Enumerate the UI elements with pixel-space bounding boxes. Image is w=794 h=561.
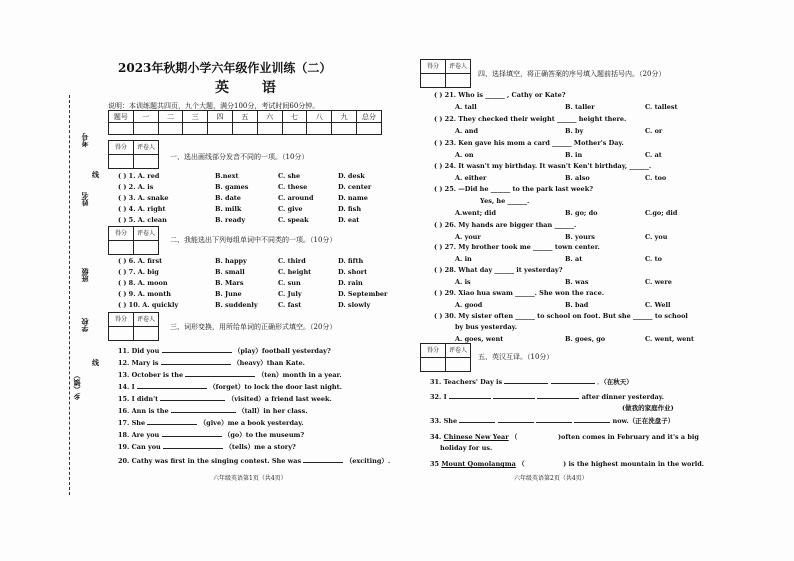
s3-q17-suffix: （give）me a book yesterday. [199, 419, 304, 427]
s4-q21-option-b: B. taller [565, 103, 595, 111]
s3-q19 [118, 442, 296, 451]
binding-xingming-label: 姓名 [80, 192, 89, 206]
s5-q34 [430, 432, 699, 441]
s3-q16-prefix: 16. Ann is the [118, 407, 169, 415]
score-header-cell: 题号 [109, 111, 134, 123]
s4-q21-question[interactable]: ( ) 21. Who is ______ , Cathy or Kate? [434, 91, 566, 99]
s2-q6-option-c: C. third [278, 257, 306, 265]
s1-q4-option-c: C. give [278, 205, 303, 213]
exam-instructions: 说明：本训练题共四页，九个大题，满分100分，考试时间60分钟。 [108, 102, 320, 110]
section2-heading: 二、我能选出下列每组单词中不同类的一项。（10分） [170, 236, 337, 244]
s4-q22-option-c: C. or [645, 127, 663, 135]
score-header-cell: 总分 [356, 111, 381, 123]
s3-q16-blank[interactable] [171, 406, 236, 413]
s5-q35 [430, 459, 704, 468]
s1-q5-option-b: B. ready [215, 216, 246, 224]
s5-q35-prefix: 35 [430, 460, 440, 468]
s5-q34-prefix: 34. [430, 433, 442, 441]
s5-q33-blank-2[interactable] [498, 416, 534, 423]
s5-q35-blank[interactable] [527, 459, 561, 466]
s4-q29-option-c: C. Well [645, 301, 671, 309]
s1-q3-option-b: B. date [215, 194, 241, 202]
s3-q20-suffix: （exciting）. [345, 457, 391, 465]
s4-q30-option-a: A. goes, went [455, 335, 504, 343]
s5-q35-suffix: ) is the highest mountain in the world. [563, 460, 705, 468]
s1-q2-option-b: B. games [215, 183, 249, 191]
score-header-cell: 五 [232, 111, 257, 123]
grader-box-2 [108, 226, 159, 255]
s2-q6-option-b: B. happy [215, 257, 247, 265]
s3-q16 [118, 406, 308, 415]
grader-score-cell[interactable] [421, 358, 446, 372]
s5-q32-blank-1[interactable] [449, 392, 491, 399]
s5-q31-blank-1[interactable] [504, 377, 548, 384]
s5-q31 [430, 377, 633, 386]
s4-q28-option-a: A. is [455, 278, 471, 286]
grader-score-cell[interactable] [109, 327, 134, 341]
s2-q8-question[interactable]: ( ) 8. A. moon [118, 279, 168, 287]
s3-q11 [118, 346, 331, 355]
grader-score-label: 得分 [421, 344, 446, 358]
s5-q31-blank-2[interactable] [551, 377, 595, 384]
grader-name-cell[interactable] [134, 241, 159, 255]
s5-q31-prefix: 31. Teachers' Day is [430, 378, 503, 386]
grader-name-label: 评卷人 [134, 141, 159, 155]
section4-heading: 四、选择填空，将正确答案的序号填入题前括号内。（20分） [478, 70, 666, 78]
score-cell[interactable] [133, 123, 158, 135]
s2-q6-question[interactable]: ( ) 6. A. first [118, 257, 163, 265]
grader-box-4 [420, 59, 471, 88]
s3-q20-blank[interactable] [303, 456, 343, 463]
binding-line-mark-1: 线 [92, 170, 99, 179]
exam-title: 2023年秋期小学六年级作业训练（二） [118, 61, 332, 75]
s3-q19-suffix: （tells）me a story? [225, 443, 296, 451]
s4-q25-option-c: C.go; did [645, 209, 678, 217]
s3-q20-prefix: 20. Cathy was first in the singing contest. She was [118, 457, 302, 465]
section1-heading: 一、选出画线部分发音不同的一项。（10分） [170, 153, 309, 161]
s4-q25-option-a: A.went; did [455, 209, 496, 217]
s2-q9-option-b: B. June [215, 290, 242, 298]
grader-name-label: 评卷人 [134, 313, 159, 327]
grader-box-1 [108, 140, 159, 169]
s3-q13-blank[interactable] [185, 370, 255, 377]
s4-q24-option-a: A. either [455, 174, 487, 182]
score-cell[interactable] [158, 123, 183, 135]
grader-name-cell[interactable] [134, 327, 159, 341]
s2-q9-question[interactable]: ( ) 9. A. month [118, 290, 171, 298]
s1-q2-question[interactable]: ( ) 2. A. is [118, 183, 154, 191]
s5-q32-blank-3[interactable] [537, 392, 579, 399]
s3-q15-prefix: 15. I didn't [118, 395, 159, 403]
s4-q27-option-b: B. at [565, 255, 583, 263]
s4-q26-option-c: C. you [645, 233, 668, 241]
score-header-cell: 三 [183, 111, 208, 123]
exam-subject: 英 语 [215, 80, 290, 96]
s5-q31-suffix: ．（在秋天） [596, 378, 633, 386]
s4-q30-question[interactable]: ( ) 30. My sister often ______ to school on foot. But she ______ to school [434, 312, 688, 320]
s5-q33-blank-1[interactable] [459, 416, 495, 423]
s5-q34-suffix: )often comes in February and it's a big [557, 433, 699, 441]
binding-dashed-line [69, 95, 70, 495]
s3-q17-blank[interactable] [147, 418, 197, 425]
grader-score-cell[interactable] [109, 241, 134, 255]
s4-q23-option-a: A. on [455, 151, 474, 159]
s2-q8-option-c: C. sun [278, 279, 301, 287]
score-cell[interactable] [232, 123, 257, 135]
s5-q33-suffix: now.（正在洗盘子） [612, 417, 675, 425]
score-cell[interactable] [282, 123, 307, 135]
s2-q10-option-d: D. slowly [338, 301, 371, 309]
s4-q28-question[interactable]: ( ) 28. What day ______ it yesterday? [434, 266, 563, 274]
grader-score-label: 得分 [421, 60, 446, 74]
s5-q32-hint: (做我的家庭作业) [622, 404, 674, 412]
s2-q7-option-c: C. height [278, 268, 312, 276]
s3-q19-blank[interactable] [163, 442, 223, 449]
binding-banji-label: 班级 [80, 268, 89, 282]
s4-q21-option-c: C. tallest [645, 103, 678, 111]
score-header-cell: 四 [208, 111, 233, 123]
s5-q35-phrase: Mount Qomolangma [441, 460, 516, 468]
s2-q8-option-b: B. Mars [215, 279, 244, 287]
s5-q33-blank-4[interactable] [574, 416, 610, 423]
s4-q30-question-line2: by bus yesterday. [455, 323, 517, 331]
s4-q29-option-b: B. bad [565, 301, 589, 309]
s4-q27-option-c: C. to [645, 255, 662, 263]
score-cell[interactable] [257, 123, 282, 135]
s4-q25-option-b: B. go; do [565, 209, 598, 217]
s1-q4-question[interactable]: ( ) 4. A. right [118, 205, 166, 213]
s1-q2-option-d: D. center [338, 183, 372, 191]
s3-q12 [118, 358, 305, 367]
s5-q32-prefix: 32. I [430, 393, 447, 401]
grader-score-label: 得分 [109, 313, 134, 327]
s5-q33-blank-3[interactable] [536, 416, 572, 423]
score-table-header-row [109, 111, 382, 123]
s5-q34-line2: holiday for us. [440, 444, 493, 452]
s5-q34-paren-open: （ [510, 433, 518, 441]
s3-q14-blank[interactable] [137, 382, 207, 389]
s2-q9-option-c: C. July [278, 290, 302, 298]
s3-q20 [118, 456, 390, 465]
s1-q5-option-c: C. speak [278, 216, 309, 224]
s4-q29-question[interactable]: ( ) 29. Xiao hua swam ______. She won the race. [434, 289, 604, 297]
grader-score-cell[interactable] [109, 155, 134, 169]
s3-q14-prefix: 14. I [118, 383, 135, 391]
s4-q24-option-b: B. also [565, 174, 590, 182]
s5-q35-paren-open: （ [518, 460, 525, 468]
s4-q25-question[interactable]: ( ) 25. —Did he ______ to the park last week? [434, 185, 594, 193]
s3-q13-prefix: 13. October is the [118, 371, 184, 379]
s3-q12-suffix: （heavy）than Kate. [233, 359, 305, 367]
s5-q32 [430, 392, 664, 401]
s3-q15-blank[interactable] [160, 394, 225, 401]
binding-kaohao-label: 考号 [80, 133, 89, 147]
s1-q1-option-b: B.next [215, 172, 239, 180]
s2-q7-option-b: B. small [215, 268, 245, 276]
grader-score-cell[interactable] [421, 74, 446, 88]
s3-q11-suffix: （play）football yesterday? [233, 347, 331, 355]
score-table [108, 110, 382, 135]
s3-q11-blank[interactable] [162, 346, 232, 353]
grader-name-label: 评卷人 [446, 344, 471, 358]
s3-q17 [118, 418, 304, 427]
s1-q5-question[interactable]: ( ) 5. A. clean [118, 216, 167, 224]
s4-q22-question[interactable]: ( ) 22. They checked their weight ______ height there. [434, 115, 627, 123]
s5-q33-prefix: 33. She [430, 417, 458, 425]
s4-q30-option-c: C. went, went [645, 335, 695, 343]
grader-score-label: 得分 [109, 227, 134, 241]
s3-q18-blank[interactable] [162, 430, 222, 437]
s3-q11-prefix: 11. Did you [118, 347, 160, 355]
binding-line-mark-2: 线 [92, 358, 99, 367]
s1-q1-option-c: C. she [278, 172, 301, 180]
s3-q16-suffix: （tall）in her class. [238, 407, 308, 415]
s2-q9-option-d: D. September [338, 290, 388, 298]
s5-q32-blank-2[interactable] [493, 392, 535, 399]
s3-q15 [118, 394, 332, 403]
s2-q6-option-d: D. fifth [338, 257, 364, 265]
s1-q5-option-d: D. eat [338, 216, 360, 224]
grader-name-cell[interactable] [446, 358, 471, 372]
s2-q10-option-b: B. suddenly [215, 301, 258, 309]
s4-q21-option-a: A. tall [455, 103, 477, 111]
s4-q28-option-b: B. was [565, 278, 589, 286]
s3-q12-prefix: 12. Mary is [118, 359, 159, 367]
s4-q29-option-a: A. good [455, 301, 483, 309]
s1-q3-question[interactable]: ( ) 3. A. snake [118, 194, 169, 202]
s4-q28-option-c: C. were [645, 278, 672, 286]
s1-q1-option-d: D. desk [338, 172, 365, 180]
grader-box-5 [420, 343, 471, 372]
score-header-cell: 九 [332, 111, 357, 123]
s5-q33 [430, 416, 674, 425]
s3-q18 [118, 430, 304, 439]
s5-q34-blank[interactable] [520, 432, 556, 439]
s2-q7-question[interactable]: ( ) 7. A. big [118, 268, 159, 276]
s3-q18-prefix: 18. Are you [118, 431, 160, 439]
s4-q24-question[interactable]: ( ) 24. It wasn't my birthday. It wasn't Ken't birthday, ______. [434, 162, 652, 170]
s3-q13-suffix: （ten）month in a year. [257, 371, 342, 379]
s4-q26-option-a: A. your [455, 233, 481, 241]
s4-q22-option-b: B. by [565, 127, 584, 135]
s4-q26-option-b: B. yours [565, 233, 595, 241]
s1-q3-option-d: D. name [338, 194, 368, 202]
s4-q23-option-b: B. in [565, 151, 583, 159]
score-header-cell: 二 [158, 111, 183, 123]
s2-q10-question[interactable]: ( ) 10. A. quickly [118, 301, 179, 309]
s3-q12-blank[interactable] [161, 358, 231, 365]
s4-q24-option-c: C. too [645, 174, 667, 182]
section5-heading: 五、英汉互译。（10分） [478, 353, 554, 361]
score-header-cell: 六 [257, 111, 282, 123]
s2-q10-option-c: C. fast [278, 301, 302, 309]
score-cell[interactable] [356, 123, 381, 135]
score-cell[interactable] [332, 123, 357, 135]
score-cell[interactable] [109, 123, 134, 135]
grader-name-cell[interactable] [134, 155, 159, 169]
s1-q4-option-d: D. fish [338, 205, 362, 213]
score-cell[interactable] [183, 123, 208, 135]
s1-q3-option-c: C. around [278, 194, 314, 202]
binding-xuexiao-label: 学校 [80, 318, 89, 332]
s4-q27-option-a: A. in [455, 255, 472, 263]
s2-q8-option-d: D. rain [338, 279, 363, 287]
s1-q4-option-b: B. milk [215, 205, 242, 213]
s4-q25-question-line2: Yes, he ______. [480, 197, 530, 205]
s5-q34-phrase: Chinese New Year [443, 433, 509, 441]
s4-q23-option-c: C. at [645, 151, 662, 159]
s3-q18-suffix: （go）to the museum? [223, 431, 305, 439]
s1-q1-question[interactable]: ( ) 1. A. red [118, 172, 160, 180]
grader-box-3 [108, 312, 159, 341]
s4-q23-question[interactable]: ( ) 23. Ken gave his mom a card ______ Mother's Day. [434, 139, 624, 147]
s4-q27-question[interactable]: ( ) 27. My brother took me ______ town center. [434, 243, 600, 251]
s4-q30-option-b: B. goes, go [565, 335, 606, 343]
footer-page-1: 六年级英语第1页（共4页） [213, 475, 287, 482]
score-header-cell: 七 [282, 111, 307, 123]
score-table-value-row [109, 123, 382, 135]
s4-q22-option-a: A. and [455, 127, 479, 135]
s3-q13 [118, 370, 342, 379]
s2-q7-option-d: D. short [338, 268, 368, 276]
s3-q17-prefix: 17. She [118, 419, 146, 427]
s5-q32-suffix: after dinner yesterday. [581, 393, 664, 401]
s3-q14 [118, 382, 342, 391]
grader-name-label: 评卷人 [446, 60, 471, 74]
score-cell[interactable] [307, 123, 332, 135]
binding-xiang-label: 乡（镇） [72, 372, 81, 400]
s3-q19-prefix: 19. Can you [118, 443, 161, 451]
s4-q26-question[interactable]: ( ) 26. My hands are bigger than ______. [434, 221, 577, 229]
s3-q14-suffix: （forget）to lock the door last night. [209, 383, 342, 391]
footer-page-2: 六年级英语第2页（共4页） [514, 475, 588, 482]
grader-name-cell[interactable] [446, 74, 471, 88]
grader-score-label: 得分 [109, 141, 134, 155]
score-header-cell: 一 [133, 111, 158, 123]
s3-q15-suffix: （visited）a friend last week. [227, 395, 332, 403]
grader-name-label: 评卷人 [134, 227, 159, 241]
section3-heading: 三、词形变换，用所给单词的正确形式填空。（20分） [170, 323, 337, 331]
score-header-cell: 八 [307, 111, 332, 123]
s1-q2-option-c: C. these [278, 183, 308, 191]
score-cell[interactable] [208, 123, 233, 135]
